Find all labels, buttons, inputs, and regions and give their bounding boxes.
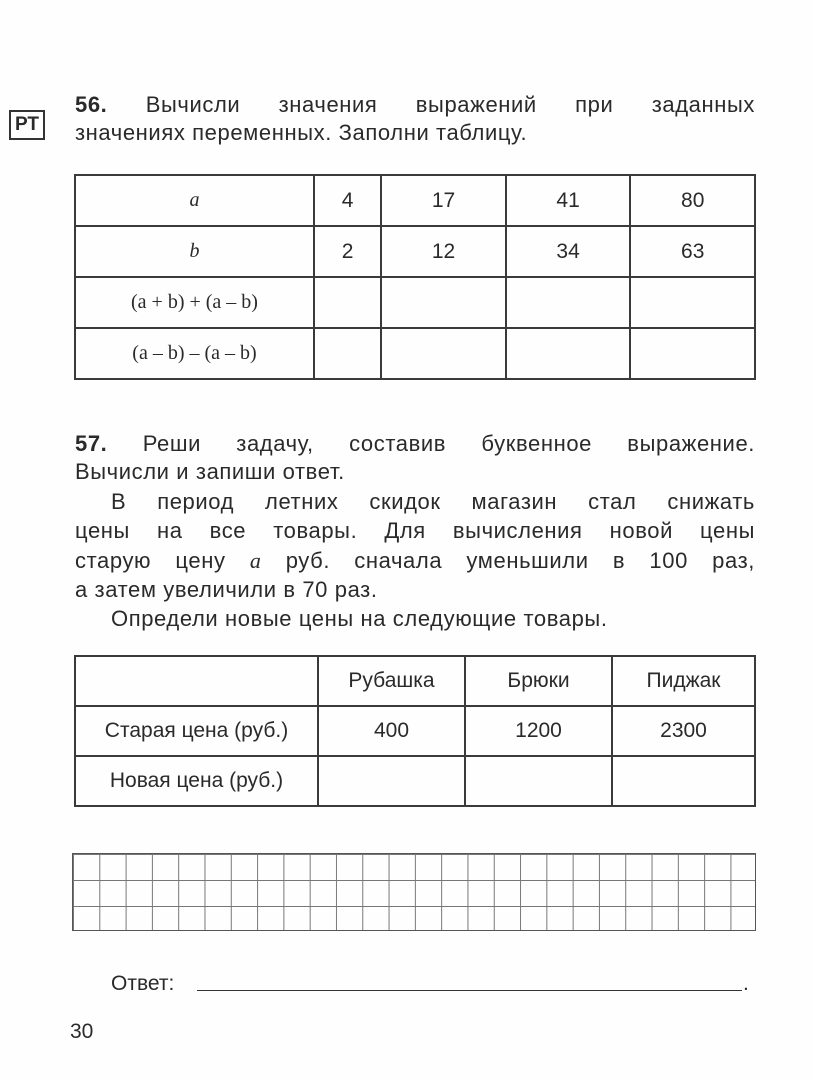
answer-line[interactable]: [197, 990, 742, 991]
task57-problem-line4: а затем увеличили в 70 раз.: [75, 577, 378, 602]
answer-cell[interactable]: [318, 756, 465, 806]
table-cell: 41: [506, 175, 631, 226]
table-cell: 400: [318, 706, 465, 756]
row-label-new-price: Новая цена (руб.): [75, 756, 318, 806]
header-jacket: Пиджак: [612, 656, 755, 706]
answer-end: .: [743, 972, 749, 995]
table-cell: 4: [314, 175, 381, 226]
task57-text-line1: Реши задачу, составив буквенное выражение.: [142, 431, 755, 456]
task57-question: Определи новые цены на следующие товары.: [111, 606, 608, 631]
table-row: [75, 656, 755, 706]
table-row: [75, 756, 755, 806]
table-cell: 2: [314, 226, 381, 277]
table-row: [75, 277, 755, 328]
answer-cell[interactable]: [612, 756, 755, 806]
answer-cell[interactable]: [314, 277, 381, 328]
answer-cell[interactable]: [630, 277, 755, 328]
task57-text-line2: Вычисли и запиши ответ.: [75, 459, 345, 484]
answer-cell[interactable]: [381, 328, 506, 379]
task56-number: 56.: [75, 92, 108, 117]
table-cell: 2300: [612, 706, 755, 756]
header-empty: [75, 656, 318, 706]
workbook-badge: РТ: [9, 110, 45, 140]
table-cell: 1200: [465, 706, 612, 756]
row-label-b: b: [75, 226, 314, 277]
table-row: [75, 328, 755, 379]
task56-text-line2: значениях переменных. Заполни таблицу.: [75, 120, 528, 145]
answer-cell[interactable]: [465, 756, 612, 806]
task56-text-line1: Вычисли значения выражений при заданных: [145, 92, 755, 117]
task57-problem-line1: В период летних скидок магазин стал снижать: [111, 489, 755, 514]
task57-problem-line2: цены на все товары. Для вычисления новой цены: [75, 518, 755, 543]
header-shirt: Рубашка: [318, 656, 465, 706]
row-label-old-price: Старая цена (руб.): [75, 706, 318, 756]
answer-cell[interactable]: [314, 328, 381, 379]
task57-table: [74, 655, 756, 807]
table-cell: 12: [381, 226, 506, 277]
answer-cell[interactable]: [506, 328, 631, 379]
answer-cell[interactable]: [506, 277, 631, 328]
answer-cell[interactable]: [381, 277, 506, 328]
table-row: [75, 706, 755, 756]
table-cell: 80: [630, 175, 755, 226]
task57-line1: [75, 428, 755, 459]
table-cell: 63: [630, 226, 755, 277]
table-cell: 17: [381, 175, 506, 226]
task57-problem-line3: [75, 545, 755, 576]
header-trousers: Брюки: [465, 656, 612, 706]
page-number: 30: [70, 1020, 94, 1043]
task56-line1: [75, 89, 755, 120]
table-row: [75, 226, 755, 277]
task56-table: [74, 174, 756, 380]
table-row: [75, 175, 755, 226]
row-label-expr1: (a + b) + (a – b): [75, 277, 314, 328]
task57-problem-line3a: старую цену: [75, 548, 226, 573]
row-label-expr2: (a – b) – (a – b): [75, 328, 314, 379]
row-label-a: a: [75, 175, 314, 226]
variable-a: a: [249, 548, 262, 573]
answer-label: Ответ:: [111, 972, 175, 995]
table-cell: 34: [506, 226, 631, 277]
task57-problem-line3b: руб. сначала уменьшили в 100 раз,: [285, 548, 755, 573]
grid-workspace[interactable]: [72, 853, 756, 931]
task57-number: 57.: [75, 431, 108, 456]
answer-cell[interactable]: [630, 328, 755, 379]
